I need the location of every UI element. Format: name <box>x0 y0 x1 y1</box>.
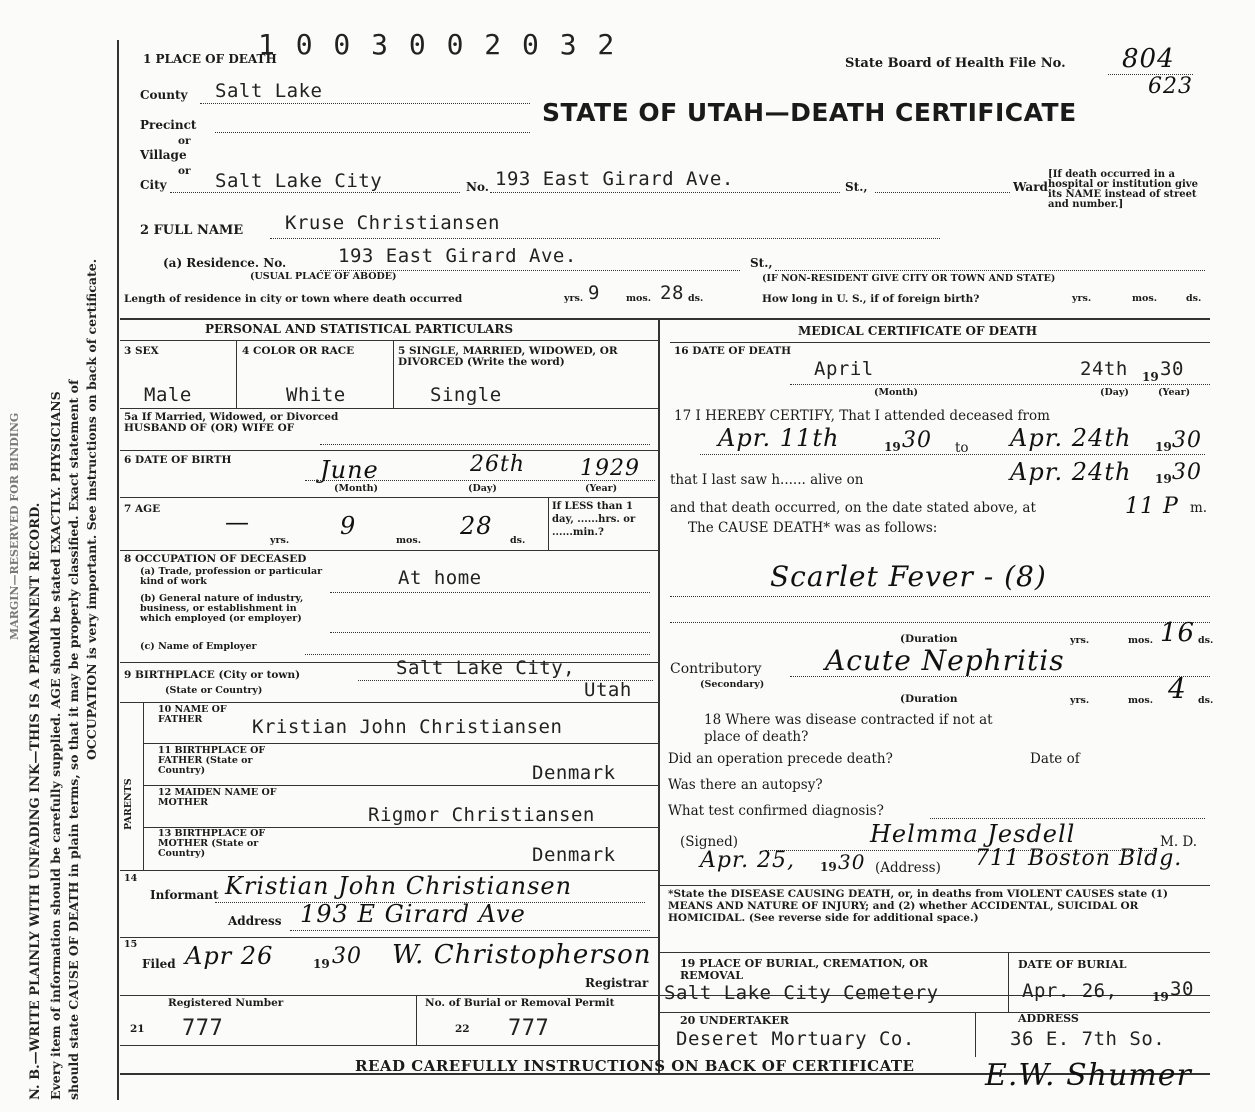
occupation-value: At home <box>398 567 482 589</box>
dob-year-value: 1929 <box>580 456 640 481</box>
contributory-value: Acute Nephritis <box>825 644 1065 677</box>
street-no-label: No. <box>466 180 489 194</box>
cause-of-death-value: Scarlet Fever - (8) <box>770 560 1047 593</box>
birthplace-state-caption: (State or Country) <box>165 685 263 696</box>
contributory-label: Contributory <box>670 661 762 677</box>
birthplace-state-value: Utah <box>584 679 632 701</box>
death-year-caption: (Year) <box>1158 387 1191 398</box>
dob-day-caption: (Day) <box>468 483 497 494</box>
less-than-label: If LESS than 1 day, ......hrs. or ......min.? <box>552 501 636 538</box>
dob-month-value: June <box>320 456 379 484</box>
informant-value: Kristian John Christiansen <box>225 872 573 900</box>
duration-ds-label: ds. <box>1198 635 1214 646</box>
occupation-a-label: (a) Trade, profession or particular kind of work <box>140 566 323 587</box>
age-yrs-label: yrs. <box>270 535 290 546</box>
age-label: 7 AGE <box>124 503 161 515</box>
length-ds-label: ds. <box>688 293 704 304</box>
burial-year-value: 30 <box>1170 978 1194 1000</box>
m-label: m. <box>1190 500 1208 516</box>
secondary-label: (Secondary) <box>700 679 765 690</box>
attended-from-year-prefix: 19 <box>884 440 901 454</box>
age-ds-label: ds. <box>510 535 526 546</box>
hospital-note: [If death occurred in a hospital or institution give its NAME instead of street and number.] <box>1048 169 1198 210</box>
birthplace-label: 9 BIRTHPLACE (City or town) <box>124 669 301 681</box>
undertaker-address-value: 36 E. 7th So. <box>1010 1028 1166 1050</box>
burial-permit-label: No. of Burial or Removal Permit <box>425 997 615 1009</box>
informant-address-value: 193 E Girard Ave <box>300 900 526 928</box>
age-yrs-value: — <box>225 508 250 536</box>
or-label-2: or <box>178 165 191 177</box>
sex-label: 3 SEX <box>124 345 159 357</box>
death-year-prefix: 19 <box>1142 370 1159 384</box>
full-name-value: Kruse Christiansen <box>285 212 500 234</box>
street-address-value: 193 East Girard Ave. <box>495 168 734 190</box>
how-long-us-label: How long in U. S., if of foreign birth? <box>762 293 980 305</box>
duration-label: (Duration <box>900 633 958 645</box>
race-label: 4 COLOR OR RACE <box>242 345 355 357</box>
certificate-title: STATE OF UTAH—DEATH CERTIFICATE <box>542 98 1077 127</box>
margin-line-3: should state CAUSE OF DEATH in plain terms, so that it may be properly classified. Exact statement of <box>66 379 81 1100</box>
death-year-value: 30 <box>1160 358 1184 380</box>
physician-address-value: 711 Boston Bldg. <box>975 846 1183 871</box>
attended-to-year-prefix: 19 <box>1155 440 1172 454</box>
spouse-label: 5a If Married, Widowed, or Divorced HUSBAND OF (OR) WIFE OF <box>124 411 339 434</box>
death-day-caption: (Day) <box>1100 387 1129 398</box>
contributory-yrs-label: yrs. <box>1070 695 1090 706</box>
date-of-death-label: 16 DATE OF DEATH <box>674 345 792 357</box>
death-occurred-label: and that death occurred, on the date stated above, at <box>670 500 1036 516</box>
death-month-value: April <box>814 358 874 380</box>
signed-label: (Signed) <box>680 834 739 850</box>
registrar-label: Registrar <box>585 976 649 990</box>
margin-line-0: MARGIN—RESERVED FOR BINDING <box>8 412 21 640</box>
burial-date-label: DATE OF BURIAL <box>1018 958 1127 971</box>
signed-date-value: Apr. 25, <box>700 848 796 873</box>
last-saw-value: Apr. 24th <box>1010 458 1132 486</box>
st-label: St., <box>845 180 868 194</box>
length-mos-value: 28 <box>660 282 684 304</box>
undertaker-signature: E.W. Shumer <box>985 1058 1192 1093</box>
margin-border <box>117 40 119 1100</box>
county-label: County <box>140 88 188 102</box>
county-value: Salt Lake <box>215 80 323 102</box>
certificate-stamp-number: 1 0 0 3 0 0 2 0 3 2 <box>258 28 617 61</box>
residence-value: 193 East Girard Ave. <box>338 245 577 267</box>
attended-from-value: Apr. 11th <box>718 424 840 452</box>
footer-instructions: READ CAREFULLY INSTRUCTIONS ON BACK OF CERTIFICATE <box>355 1057 915 1075</box>
informant-address-label: Address <box>228 914 282 928</box>
length-yrs-label: yrs. <box>564 293 584 304</box>
mother-name-value: Rigmor Christiansen <box>368 804 595 826</box>
cause-label: The CAUSE DEATH* was as follows: <box>688 520 938 536</box>
signed-year-prefix: 19 <box>820 860 837 874</box>
attended-from-year: 30 <box>902 428 932 453</box>
to-label: to <box>955 440 969 456</box>
death-day-value: 24th <box>1080 358 1128 380</box>
burial-place-value: Salt Lake City Cemetery <box>664 982 939 1004</box>
last-saw-year: 30 <box>1172 460 1202 485</box>
item-21-number: 21 <box>130 1023 145 1035</box>
item-22-number: 22 <box>455 1023 470 1035</box>
registered-number-value: 777 <box>182 1016 224 1041</box>
how-long-yrs-label: yrs. <box>1072 293 1092 304</box>
occupation-label: 8 OCCUPATION OF DECEASED <box>124 553 307 565</box>
length-of-residence-label: Length of residence in city or town where death occurred <box>124 293 463 305</box>
filed-label: Filed <box>142 957 176 971</box>
signed-year-value: 30 <box>838 850 866 874</box>
full-name-label: 2 FULL NAME <box>140 223 244 238</box>
how-long-mos-label: mos. <box>1132 293 1158 304</box>
how-long-ds-label: ds. <box>1186 293 1202 304</box>
operation-date-label: Date of <box>1030 751 1080 767</box>
file-no-value: 804 <box>1122 44 1175 74</box>
occupation-b-label: (b) General nature of industry, business, or establishment in which employed (or employer) <box>140 593 304 624</box>
margin-line-4: OCCUPATION is very important. See instructions on back of certificate. <box>84 258 99 760</box>
length-mos-label: mos. <box>626 293 652 304</box>
duration-mos-value: 16 <box>1160 618 1196 648</box>
dob-year-caption: (Year) <box>585 483 618 494</box>
contributory-duration-label: (Duration <box>900 693 958 705</box>
parents-label: PARENTS <box>123 778 134 830</box>
duration-mos-label: mos. <box>1128 635 1154 646</box>
physician-signature: Helmma Jesdell <box>870 820 1076 848</box>
dob-label: 6 DATE OF BIRTH <box>124 454 232 466</box>
nonresident-caption: (IF NON-RESIDENT GIVE CITY OR TOWN AND STATE) <box>762 273 1056 284</box>
city-value: Salt Lake City <box>215 170 383 192</box>
personal-section-title: PERSONAL AND STATISTICAL PARTICULARS <box>205 322 514 336</box>
death-month-caption: (Month) <box>874 387 919 398</box>
father-name-value: Kristian John Christiansen <box>252 716 563 738</box>
usual-place-caption: (USUAL PLACE OF ABODE) <box>250 271 397 282</box>
age-ds-value: 28 <box>460 512 493 540</box>
residence-label: (a) Residence. No. <box>163 256 287 270</box>
last-saw-label: that I last saw h...... alive on <box>670 472 864 488</box>
age-mos-label: mos. <box>396 535 422 546</box>
father-name-label: 10 NAME OF FATHER <box>158 704 227 725</box>
footnote: *State the DISEASE CAUSING DEATH, or, in deaths from VIOLENT CAUSES state (1) MEANS AND NATURE OF INJURY; and (2) whether ACCIDENTAL, SUICIDAL OR HOMICIDAL. (See reverse side for additional space.) <box>668 888 1169 924</box>
registered-number-label: Registered Number <box>168 997 284 1009</box>
test-label: What test confirmed diagnosis? <box>668 803 884 819</box>
length-yrs-value: 9 <box>588 282 600 304</box>
informant-label: Informant <box>150 888 219 902</box>
attended-to-year: 30 <box>1172 428 1202 453</box>
father-birthplace-label: 11 BIRTHPLACE OF FATHER (State or Country) <box>158 745 266 776</box>
filed-year-value: 30 <box>332 944 362 969</box>
ward-label: Ward <box>1013 180 1048 194</box>
item-14-number: 14 <box>124 873 138 884</box>
medical-section-title: MEDICAL CERTIFICATE OF DEATH <box>798 324 1038 338</box>
certify-label: 17 I HEREBY CERTIFY, That I attended deceased from <box>674 408 1050 424</box>
burial-place-label: 19 PLACE OF BURIAL, CREMATION, OR REMOVAL <box>680 957 929 982</box>
birthplace-city-value: Salt Lake City, <box>396 657 576 679</box>
autopsy-label: Was there an autopsy? <box>668 777 823 793</box>
file-no-value-2: 623 <box>1148 74 1193 99</box>
filed-date-value: Apr 26 <box>185 942 274 970</box>
burial-year-prefix: 19 <box>1152 990 1169 1004</box>
last-saw-year-prefix: 19 <box>1155 472 1172 486</box>
operation-label: Did an operation precede death? <box>668 751 893 767</box>
contributory-mos-label: mos. <box>1128 695 1154 706</box>
marital-label: 5 SINGLE, MARRIED, WIDOWED, OR DIVORCED (Write the word) <box>398 345 618 368</box>
item-15-number: 15 <box>124 939 138 950</box>
attended-to-value: Apr. 24th <box>1010 424 1132 452</box>
md-label: M. D. <box>1160 834 1198 850</box>
undertaker-value: Deseret Mortuary Co. <box>676 1028 915 1050</box>
age-mos-value: 9 <box>340 512 357 540</box>
duration-yrs-label: yrs. <box>1070 635 1090 646</box>
file-no-label: State Board of Health File No. <box>845 56 1066 71</box>
father-birthplace-value: Denmark <box>532 762 616 784</box>
race-value: White <box>286 384 346 406</box>
burial-date-value: Apr. 26, <box>1022 980 1118 1002</box>
contributory-ds-label: ds. <box>1198 695 1214 706</box>
undertaker-address-label: ADDRESS <box>1018 1012 1079 1025</box>
contracted-label: 18 Where was disease contracted if not at place of death? <box>704 712 993 745</box>
burial-permit-value: 777 <box>508 1016 550 1041</box>
dob-month-caption: (Month) <box>334 483 379 494</box>
mother-birthplace-value: Denmark <box>532 844 616 866</box>
registrar-signature: W. Christopherson <box>392 940 652 970</box>
margin-line-1: N. B.—WRITE PLAINLY WITH UNFADING INK—THIS IS A PERMANENT RECORD. <box>28 502 43 1100</box>
marital-value: Single <box>430 384 502 406</box>
occupation-c-label: (c) Name of Employer <box>140 641 257 652</box>
mother-name-label: 12 MAIDEN NAME OF MOTHER <box>158 787 277 808</box>
place-of-death-label: 1 PLACE OF DEATH <box>143 52 277 66</box>
filed-year-prefix: 19 <box>313 957 330 971</box>
undertaker-label: 20 UNDERTAKER <box>680 1014 789 1027</box>
village-label: Village <box>140 148 187 162</box>
dob-day-value: 26th <box>470 452 526 477</box>
physician-address-label: (Address) <box>875 860 941 876</box>
mother-birthplace-label: 13 BIRTHPLACE OF MOTHER (State or Country) <box>158 828 266 859</box>
residence-st-label: St., <box>750 256 773 270</box>
parents-column <box>120 702 143 870</box>
contributory-duration-value: 4 <box>1168 672 1187 705</box>
margin-line-2: Every item of information should be carefully supplied. AGE should be stated EXACTLY. PHYSICIANS <box>48 391 63 1100</box>
precinct-label: Precinct <box>140 118 197 132</box>
city-label: City <box>140 178 167 192</box>
sex-value: Male <box>144 384 192 406</box>
or-label-1: or <box>178 135 191 147</box>
death-time-value: 11 P <box>1125 494 1179 519</box>
